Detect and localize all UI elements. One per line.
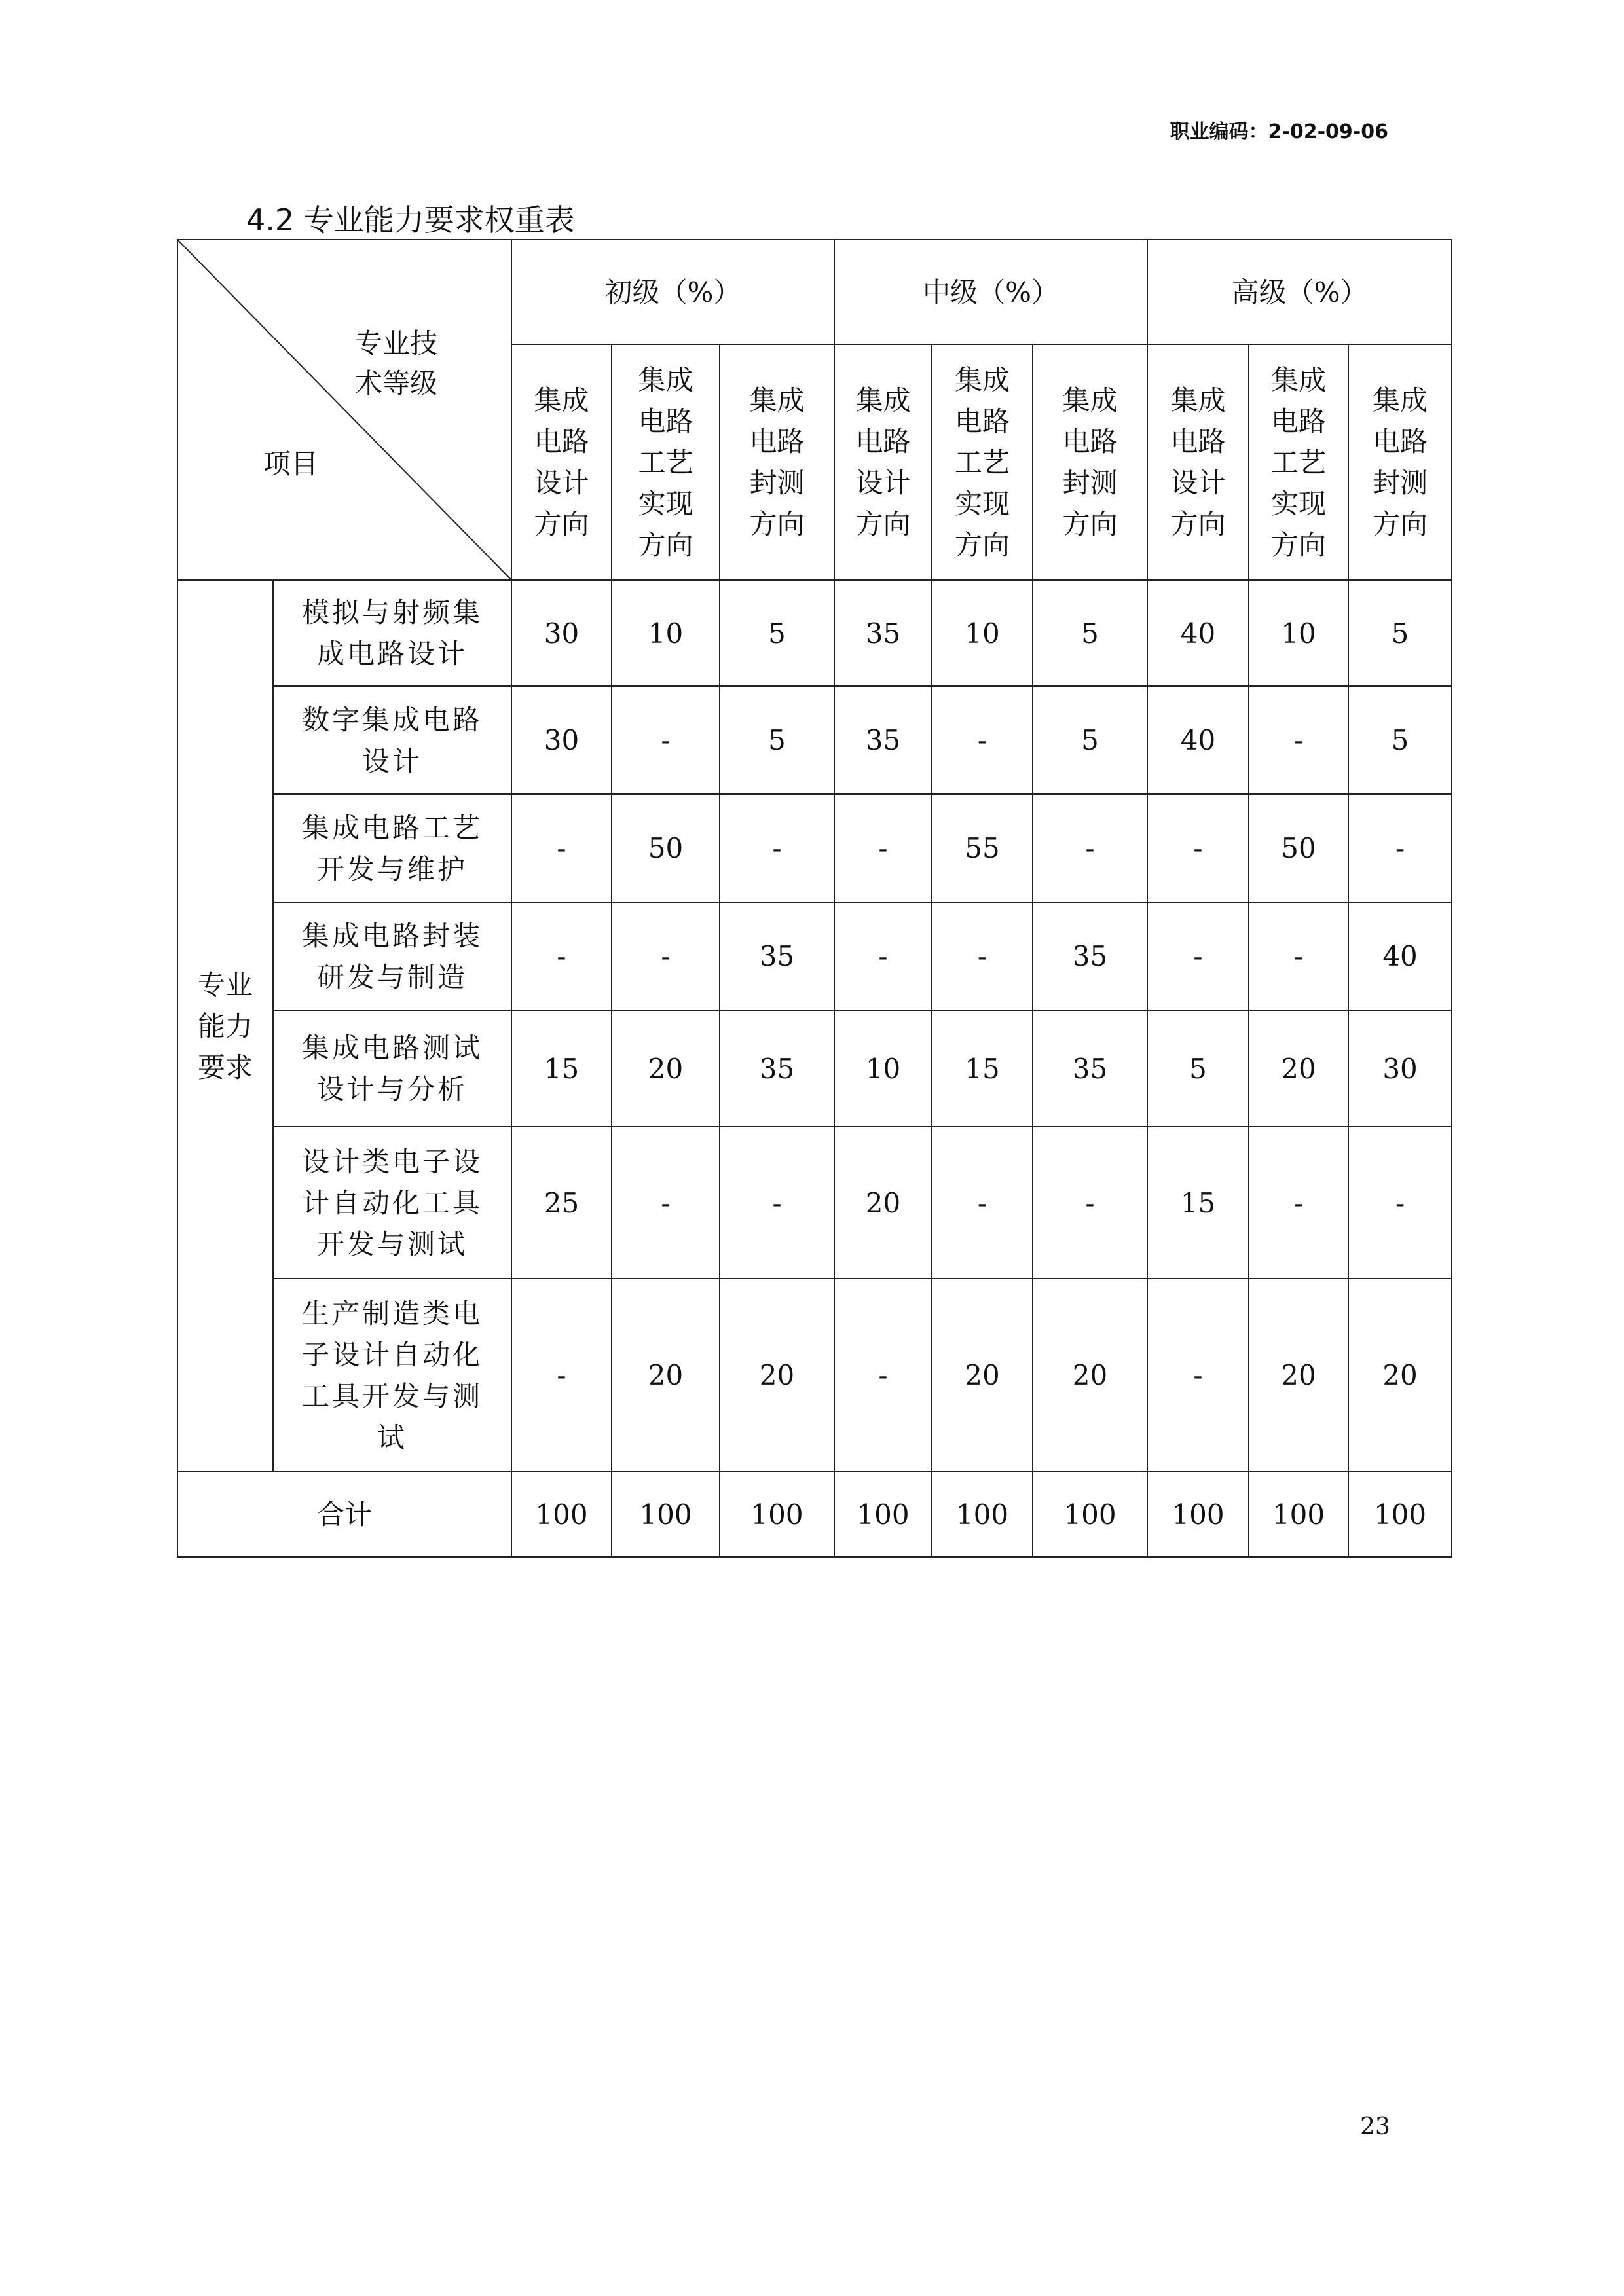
value-cell: - bbox=[1147, 902, 1249, 1010]
value-cell: 20 bbox=[612, 1279, 720, 1472]
value-cell: - bbox=[612, 1127, 720, 1279]
level-header-intermediate: 中级（%） bbox=[834, 240, 1147, 344]
total-value-cell: 100 bbox=[612, 1472, 720, 1557]
value-cell: 35 bbox=[1033, 1010, 1147, 1127]
value-cell: 5 bbox=[1033, 580, 1147, 686]
item-cell: 集成电路封装 研发与制造 bbox=[273, 902, 511, 1010]
item-cell: 集成电路工艺 开发与维护 bbox=[273, 794, 511, 902]
value-cell: - bbox=[1249, 902, 1348, 1010]
total-value-cell: 100 bbox=[1348, 1472, 1452, 1557]
value-cell: 10 bbox=[1249, 580, 1348, 686]
value-cell: 20 bbox=[932, 1279, 1033, 1472]
corner-skill-level-label: 专业技 术等级 bbox=[355, 327, 438, 399]
direction-header-junior-process: 集成 电路 工艺 实现 方向 bbox=[612, 344, 720, 580]
value-cell: - bbox=[511, 794, 612, 902]
value-cell: - bbox=[720, 1127, 834, 1279]
value-cell: 35 bbox=[720, 902, 834, 1010]
value-cell: - bbox=[511, 902, 612, 1010]
direction-header-intermediate-packaging-test: 集成 电路 封测 方向 bbox=[1033, 344, 1147, 580]
direction-header-intermediate-process: 集成 电路 工艺 实现 方向 bbox=[932, 344, 1033, 580]
total-value-cell: 100 bbox=[1147, 1472, 1249, 1557]
value-cell: - bbox=[932, 686, 1033, 794]
value-cell: - bbox=[1348, 1127, 1452, 1279]
value-cell: 10 bbox=[834, 1010, 932, 1127]
table-row bbox=[177, 902, 1452, 1010]
occupation-code: 职业编码：2-02-09-06 bbox=[1170, 120, 1388, 143]
value-cell: - bbox=[1033, 1127, 1147, 1279]
value-cell: 25 bbox=[511, 1127, 612, 1279]
value-cell: 5 bbox=[720, 686, 834, 794]
value-cell: 15 bbox=[1147, 1127, 1249, 1279]
item-cell: 设计类电子设 计自动化工具 开发与测试 bbox=[273, 1127, 511, 1279]
table-row bbox=[177, 1010, 1452, 1127]
table-row bbox=[177, 1127, 1452, 1279]
value-cell: 5 bbox=[1033, 686, 1147, 794]
direction-header-junior-packaging-test: 集成 电路 封测 方向 bbox=[720, 344, 834, 580]
value-cell: - bbox=[612, 686, 720, 794]
value-cell: 30 bbox=[511, 686, 612, 794]
value-cell: - bbox=[511, 1279, 612, 1472]
value-cell: 40 bbox=[1147, 580, 1249, 686]
table-corner-cell bbox=[177, 240, 511, 580]
value-cell: - bbox=[932, 1127, 1033, 1279]
table-row bbox=[177, 580, 1452, 686]
value-cell: 20 bbox=[1033, 1279, 1147, 1472]
direction-header-senior-design: 集成 电路 设计 方向 bbox=[1147, 344, 1249, 580]
value-cell: - bbox=[1348, 794, 1452, 902]
value-cell: 20 bbox=[612, 1010, 720, 1127]
total-value-cell: 100 bbox=[932, 1472, 1033, 1557]
value-cell: 20 bbox=[720, 1279, 834, 1472]
item-cell: 集成电路测试 设计与分析 bbox=[273, 1010, 511, 1127]
value-cell: - bbox=[1147, 794, 1249, 902]
value-cell: 40 bbox=[1147, 686, 1249, 794]
category-cell: 专业 能力 要求 bbox=[177, 580, 273, 1472]
table-row bbox=[177, 794, 1452, 902]
value-cell: 15 bbox=[511, 1010, 612, 1127]
value-cell: 35 bbox=[834, 580, 932, 686]
value-cell: - bbox=[834, 1279, 932, 1472]
item-cell: 生产制造类电 子设计自动化 工具开发与测 试 bbox=[273, 1279, 511, 1472]
value-cell: 15 bbox=[932, 1010, 1033, 1127]
value-cell: 20 bbox=[834, 1127, 932, 1279]
value-cell: 20 bbox=[1348, 1279, 1452, 1472]
corner-item-label: 项目 bbox=[263, 448, 319, 480]
value-cell: 50 bbox=[1249, 794, 1348, 902]
total-label: 合计 bbox=[177, 1472, 511, 1557]
value-cell: 5 bbox=[720, 580, 834, 686]
item-cell: 数字集成电路 设计 bbox=[273, 686, 511, 794]
value-cell: 35 bbox=[834, 686, 932, 794]
value-cell: - bbox=[1033, 794, 1147, 902]
value-cell: 5 bbox=[1348, 686, 1452, 794]
value-cell: 5 bbox=[1348, 580, 1452, 686]
value-cell: 40 bbox=[1348, 902, 1452, 1010]
direction-header-senior-packaging-test: 集成 电路 封测 方向 bbox=[1348, 344, 1452, 580]
level-header-senior: 高级（%） bbox=[1147, 240, 1452, 344]
value-cell: 30 bbox=[1348, 1010, 1452, 1127]
value-cell: - bbox=[1249, 686, 1348, 794]
total-value-cell: 100 bbox=[834, 1472, 932, 1557]
total-row bbox=[177, 1472, 1452, 1557]
table-row bbox=[177, 686, 1452, 794]
value-cell: 10 bbox=[612, 580, 720, 686]
value-cell: - bbox=[720, 794, 834, 902]
direction-header-senior-process: 集成 电路 工艺 实现 方向 bbox=[1249, 344, 1348, 580]
item-cell: 模拟与射频集 成电路设计 bbox=[273, 580, 511, 686]
value-cell: 30 bbox=[511, 580, 612, 686]
value-cell: - bbox=[834, 794, 932, 902]
total-value-cell: 100 bbox=[511, 1472, 612, 1557]
value-cell: 35 bbox=[1033, 902, 1147, 1010]
direction-header-intermediate-design: 集成 电路 设计 方向 bbox=[834, 344, 932, 580]
total-value-cell: 100 bbox=[720, 1472, 834, 1557]
table-row bbox=[177, 1279, 1452, 1472]
value-cell: 20 bbox=[1249, 1279, 1348, 1472]
total-value-cell: 100 bbox=[1033, 1472, 1147, 1557]
section-title: 4.2 专业能力要求权重表 bbox=[246, 202, 575, 238]
value-cell: 50 bbox=[612, 794, 720, 902]
value-cell: - bbox=[612, 902, 720, 1010]
value-cell: 35 bbox=[720, 1010, 834, 1127]
total-value-cell: 100 bbox=[1249, 1472, 1348, 1557]
corner-diagonal bbox=[178, 240, 511, 580]
weights-table bbox=[177, 239, 1452, 1558]
value-cell: - bbox=[834, 902, 932, 1010]
page-number: 23 bbox=[1360, 2113, 1390, 2140]
value-cell: - bbox=[932, 902, 1033, 1010]
value-cell: 10 bbox=[932, 580, 1033, 686]
direction-header-junior-design: 集成 电路 设计 方向 bbox=[511, 344, 612, 580]
value-cell: 55 bbox=[932, 794, 1033, 902]
value-cell: - bbox=[1147, 1279, 1249, 1472]
value-cell: 20 bbox=[1249, 1010, 1348, 1127]
level-header-junior: 初级（%） bbox=[511, 240, 834, 344]
value-cell: 5 bbox=[1147, 1010, 1249, 1127]
value-cell: - bbox=[1249, 1127, 1348, 1279]
